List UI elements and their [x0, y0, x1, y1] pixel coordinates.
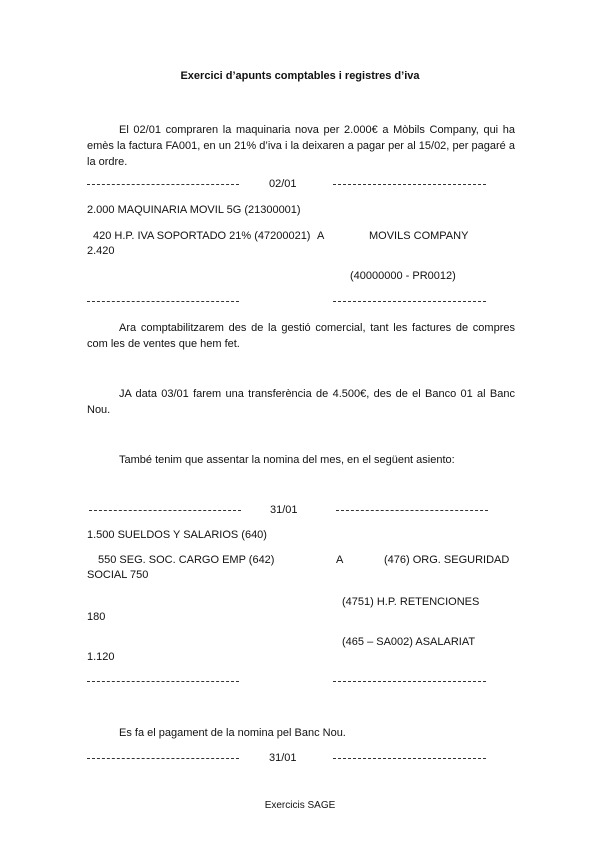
entry-line: (4751) H.P. RETENCIONES [342, 596, 480, 608]
entry-line: (465 – SA002) ASALARIAT [342, 636, 476, 648]
entry-line: 1.120 [87, 651, 115, 663]
separator-line [333, 681, 486, 682]
separator-line [87, 681, 239, 682]
entry-line: 420 H.P. IVA SOPORTADO 21% (47200021) [93, 230, 311, 242]
paragraph-payment-text: Es fa el pagament de la nomina pel Banc Nou. [119, 727, 346, 739]
entry-line: (40000000 - PR0012) [350, 270, 456, 282]
entry-date: 31/01 [269, 752, 297, 764]
entry-line: A [336, 554, 344, 566]
paragraph-payroll [87, 452, 515, 468]
separator-line [89, 510, 241, 511]
entry-line: 2.420 [87, 245, 115, 257]
entry-date: 31/01 [270, 504, 298, 516]
entry-line: 2.000 MAQUINARIA MOVIL 5G (21300001) [87, 204, 301, 216]
paragraph-transfer [87, 386, 515, 418]
entry-date: 02/01 [269, 178, 297, 190]
paragraph-commercial [87, 320, 515, 352]
paragraph-payment [87, 725, 515, 741]
separator-line [336, 510, 488, 511]
paragraph-commercial-text: Ara comptabilitzarem des de la gestió comercial, tant les factures de compres com les de ventes que hem fet. [87, 322, 515, 350]
entry-line: (476) ORG. SEGURIDAD [384, 554, 510, 566]
paragraph-payroll-text: També tenim que assentar la nomina del mes, en el següent asiento: [119, 454, 455, 466]
separator-line [87, 301, 239, 302]
separator-line [333, 301, 486, 302]
paragraph-purchase-text: El 02/01 compraren la maquinaria nova per 2.000€ a Mòbils Company, qui ha emès la factura FA001, en un 21% d’iva i la deixaren a pagar per al 15/02, per pagaré a la ordre. [87, 124, 515, 168]
paragraph-purchase [87, 122, 515, 170]
separator-line [87, 758, 239, 759]
entry-line: 1.500 SUELDOS Y SALARIOS (640) [87, 529, 267, 541]
paragraph-transfer-text: JA data 03/01 farem una transferència de 4.500€, des de el Banco 01 al Banc Nou. [87, 388, 515, 416]
entry-line: MOVILS COMPANY [369, 230, 469, 242]
entry-line: SOCIAL 750 [87, 569, 149, 581]
separator-line [87, 184, 239, 185]
entry-line: 180 [87, 611, 106, 623]
entry-line: 550 SEG. SOC. CARGO EMP (642) [98, 554, 275, 566]
separator-line [333, 184, 486, 185]
entry-line: A [317, 230, 325, 242]
page-title: Exercici d’apunts comptables i registres d’iva [180, 70, 420, 82]
page-footer: Exercicis SAGE [264, 800, 336, 811]
separator-line [333, 758, 486, 759]
